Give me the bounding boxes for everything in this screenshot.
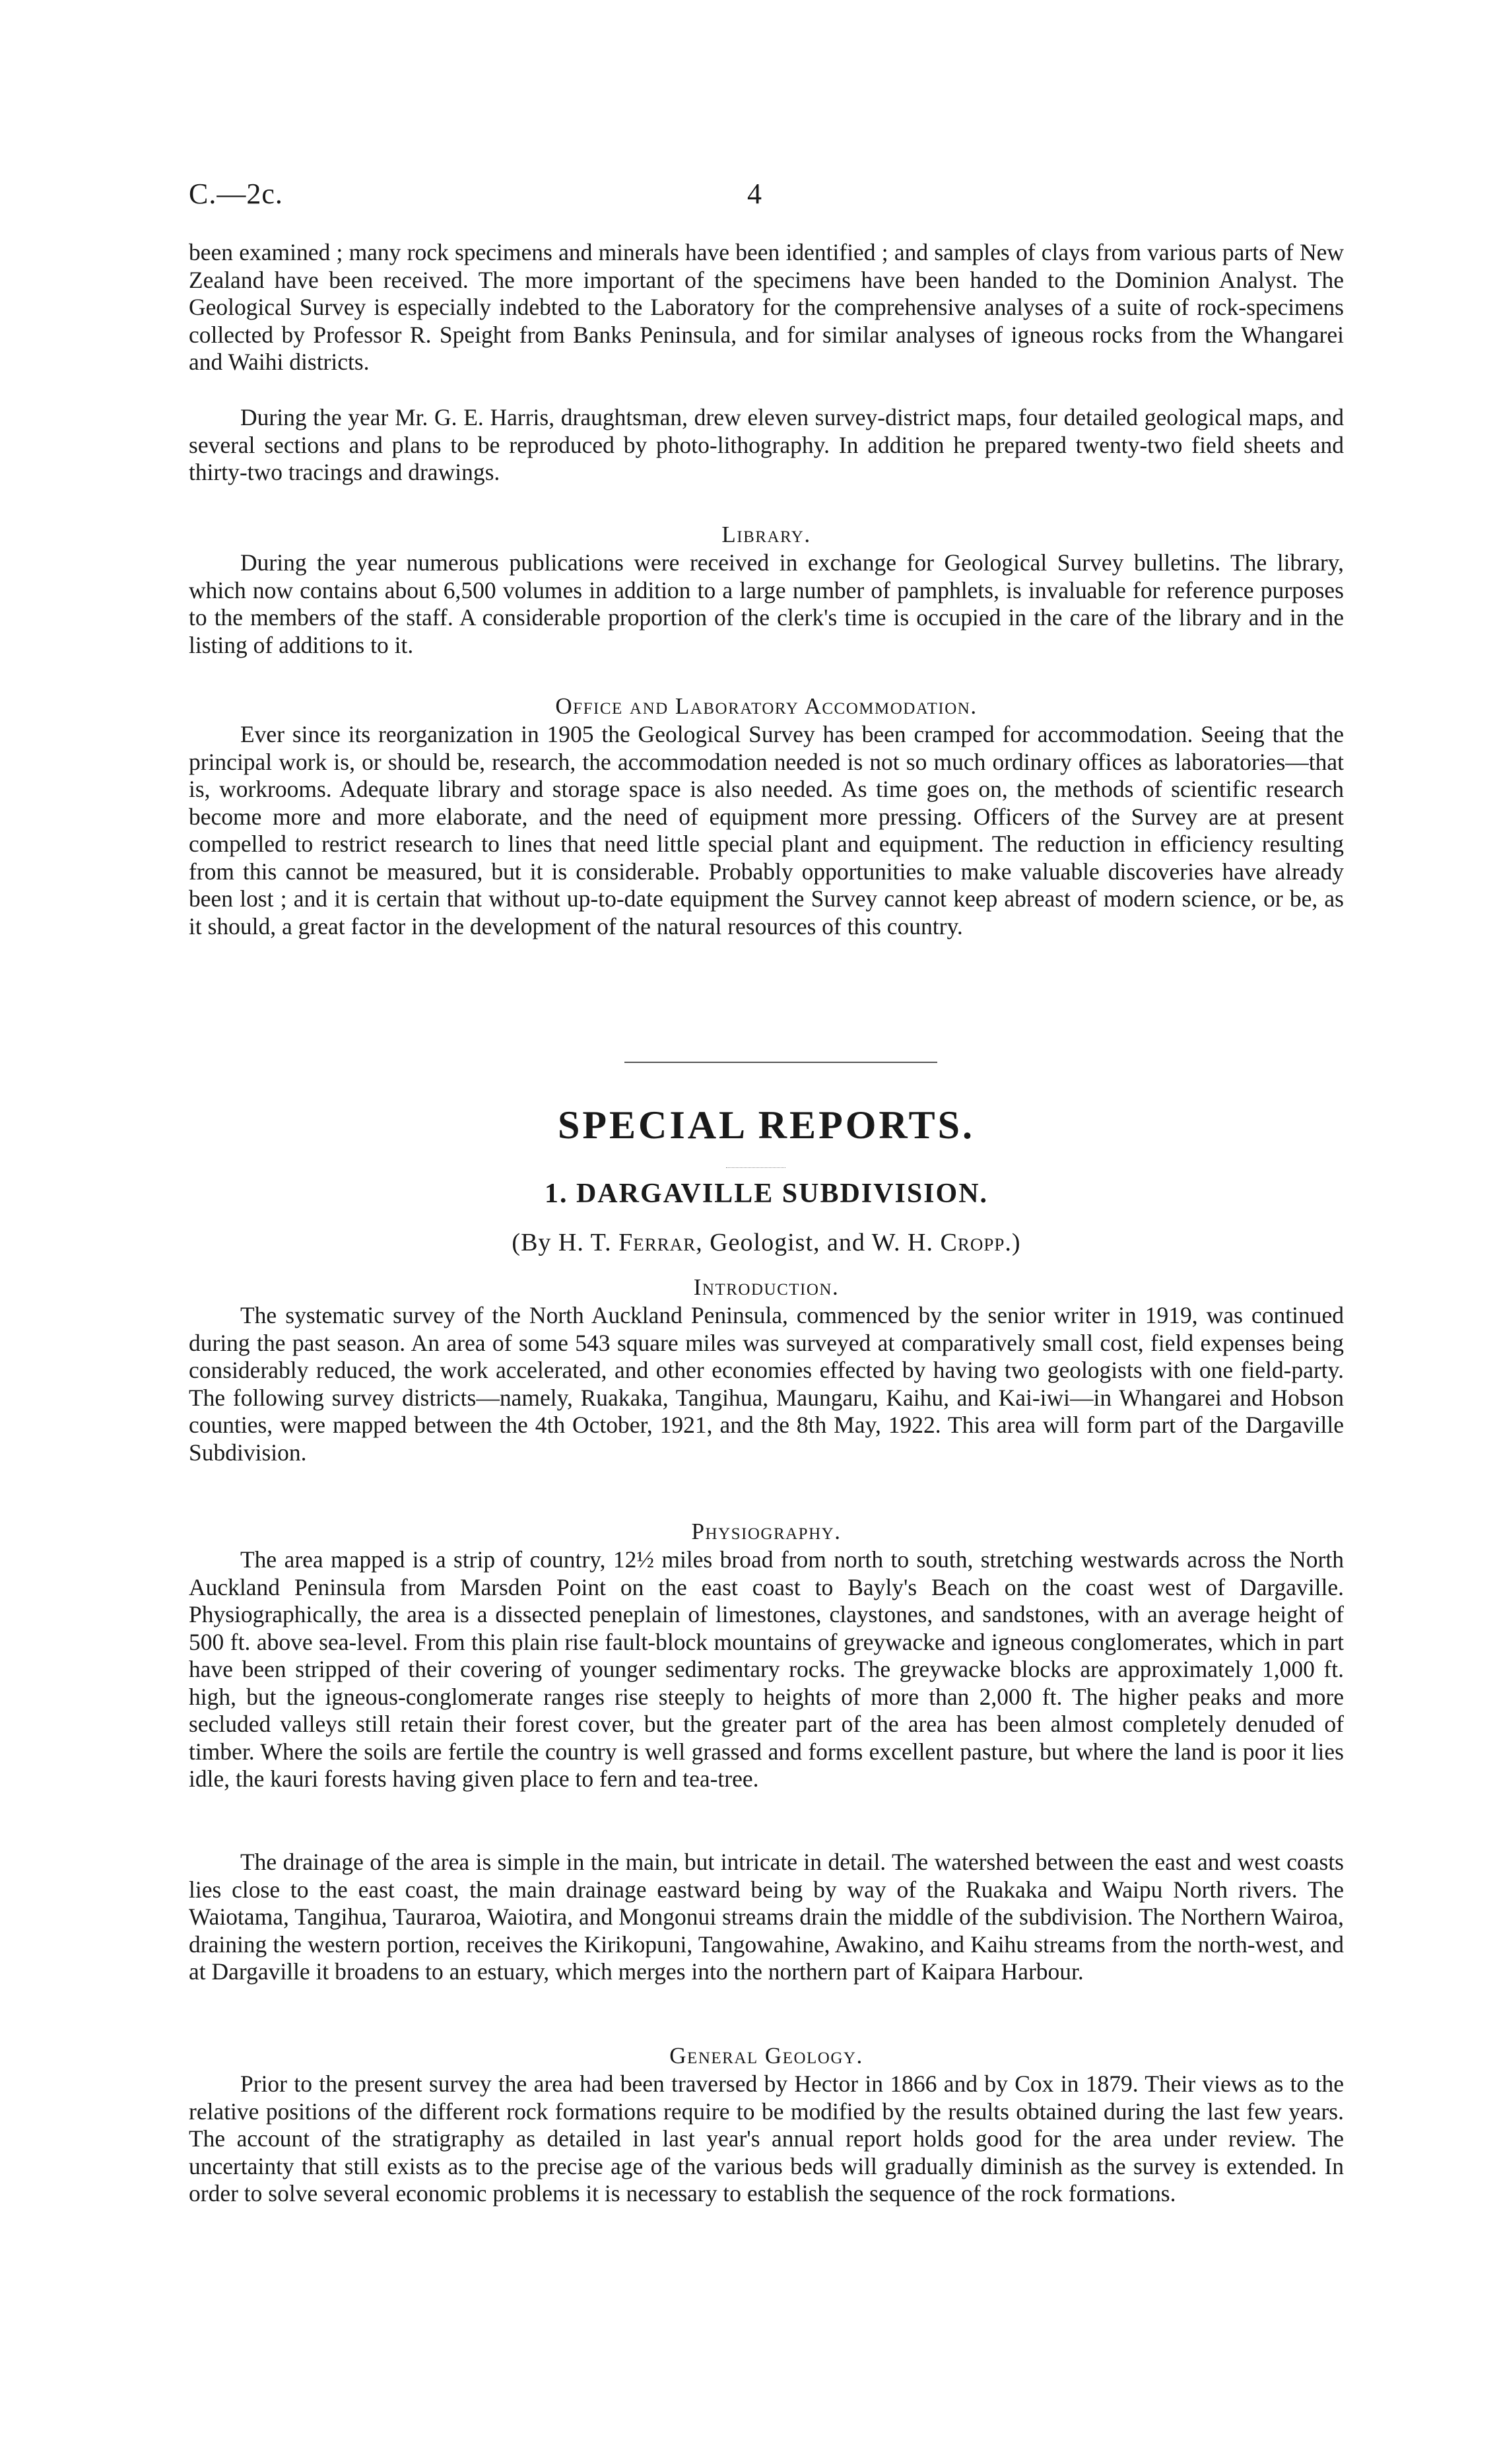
- heading-physiography: Physiography.: [691, 1519, 842, 1544]
- paragraph-analyses: been examined ; many rock specimens and minerals have been identified ; and samples of clays from various parts of New Zealand have been received. The more important of the specimens have been handed to the Dominion Analyst. The Geological Survey is especially indebted to the Laboratory for the comprehensive analyses of a suite of rock-specimens collected by Professor R. Speight from Banks Peninsula, and for similar analyses of igneous rocks from the Whangarei and Waihi districts.: [189, 239, 1344, 375]
- title-ornament-rule: [726, 1167, 785, 1168]
- paragraph-general-geology: Prior to the present survey the area had been traversed by Hector in 1866 and by Cox in 1879. Their views as to the relative positions of the different rock formations require to be modified by the results obtained during the last few years. The account of the stratigraphy as detailed in last year's annual report holds good for the area under review. The uncertainty that still exists as to the precise age of the various beds will gradually diminish as the survey is extended. In order to solve several economic problems it is necessary to establish the sequence of the rock formations.: [189, 2070, 1344, 2207]
- paragraph-physiography-area: The area mapped is a strip of country, 12½ miles broad from north to south, stretching westwards across the North Auckland Peninsula from Marsden Point on the east coast to Bayly's Beach on the coast west of Dargaville. Physiographically, the area is a dissected peneplain of limestones, claystones, and sandstones, with an average height of 500 ft. above sea-level. From this plain rise fault-block mountains of greywacke and igneous conglomerates, which in part have been stripped of their covering of younger sedimentary rocks. The greywacke blocks are approximately 1,000 ft. high, but the igneous-conglomerate ranges rise steeply to heights of more than 2,000 ft. The higher peaks and more secluded valleys still retain their forest cover, but the greater part of the area has been almost completely denuded of timber. Where the soils are fertile the country is well grassed and forms excellent pasture, but where the land is poor it lies idle, the kauri forests having given place to fern and tea-tree.: [189, 1546, 1344, 1792]
- page-header: [189, 177, 1344, 223]
- paragraph-accommodation: Ever since its reorganization in 1905 the Geological Survey has been cramped for accommodation. Seeing that the principal work is, or should be, research, the accommodation needed is not so much ordinary offices as laboratories—that is, workrooms. Adequate library and storage space is also needed. As time goes on, the methods of scientific research become more and more elaborate, and the need of equipment more pressing. Officers of the Survey are at present compelled to restrict research to lines that need little special plant and equipment. The reduction in efficiency resulting from this cannot be measured, but it is considerable. Probably opportunities to make valuable discoveries have already been lost ; and it is certain that without up-to-date equipment the Survey cannot keep abreast of modern science, or be, as it should, a great factor in the development of the natural resources of this country.: [189, 721, 1344, 940]
- author-name-cropp: Cropp: [940, 1229, 1005, 1256]
- document-reference: C.—2c.: [189, 178, 283, 210]
- author-name-ferrar: Ferrar: [618, 1229, 696, 1256]
- heading-library: Library.: [721, 522, 811, 547]
- authors-byline: [189, 1228, 1344, 1257]
- special-reports-title: SPECIAL REPORTS.: [557, 1103, 976, 1147]
- byline-middle: , Geologist, and W. H.: [696, 1229, 934, 1256]
- page-number: 4: [747, 178, 762, 210]
- heading-office-accommodation: Office and Laboratory Accommodation.: [555, 693, 978, 719]
- heading-general-geology: General Geology.: [669, 2043, 863, 2069]
- section-title-dargaville: 1. DARGAVILLE SUBDIVISION.: [544, 1179, 989, 1209]
- paragraph-draughtsman: During the year Mr. G. E. Harris, draughtsman, drew eleven survey-district maps, four detailed geological maps, and several sections and plans to be reproduced by photo-lithography. In addition he prepared twenty-two field sheets and thirty-two tracings and drawings.: [189, 404, 1344, 485]
- paragraph-library: During the year numerous publications were received in exchange for Geological Survey bulletins. The library, which now contains about 6,500 volumes in addition to a large number of pamphlets, is invaluable for reference purposes to the members of the staff. A considerable proportion of the clerk's time is occupied in the care of the library and in the listing of additions to it.: [189, 549, 1344, 658]
- byline-suffix: .): [1005, 1229, 1021, 1256]
- section-divider: [624, 1062, 937, 1063]
- paragraph-introduction: The systematic survey of the North Auckland Peninsula, commenced by the senior writer in 1919, was continued during the past season. An area of some 543 square miles was surveyed at comparatively small cost, field expenses being considerably reduced, the work accelerated, and other economies effected by having two geologists with one field-party. The following survey districts—namely, Ruakaka, Tangihua, Maungaru, Kaihu, and Kai-iwi—in Whangarei and Hobson counties, were mapped between the 4th October, 1921, and the 8th May, 1922. This area will form part of the Dargaville Subdivision.: [189, 1302, 1344, 1466]
- heading-introduction: Introduction.: [693, 1274, 840, 1300]
- byline-prefix: (By H. T.: [512, 1229, 612, 1256]
- paragraph-physiography-drainage: The drainage of the area is simple in the main, but intricate in detail. The watershed between the east and west coasts lies close to the east coast, the main drainage eastward being by way of the Ruakaka and Waipu North rivers. The Waiotama, Tangihua, Tauraroa, Waiotira, and Mongonui streams drain the middle of the subdivision. The Northern Wairoa, draining the western portion, receives the Kirikopuni, Tangowahine, Awakino, and Kaihu streams from the north-west, and at Dargaville it broadens to an estuary, which merges into the northern part of Kaipara Harbour.: [189, 1849, 1344, 1985]
